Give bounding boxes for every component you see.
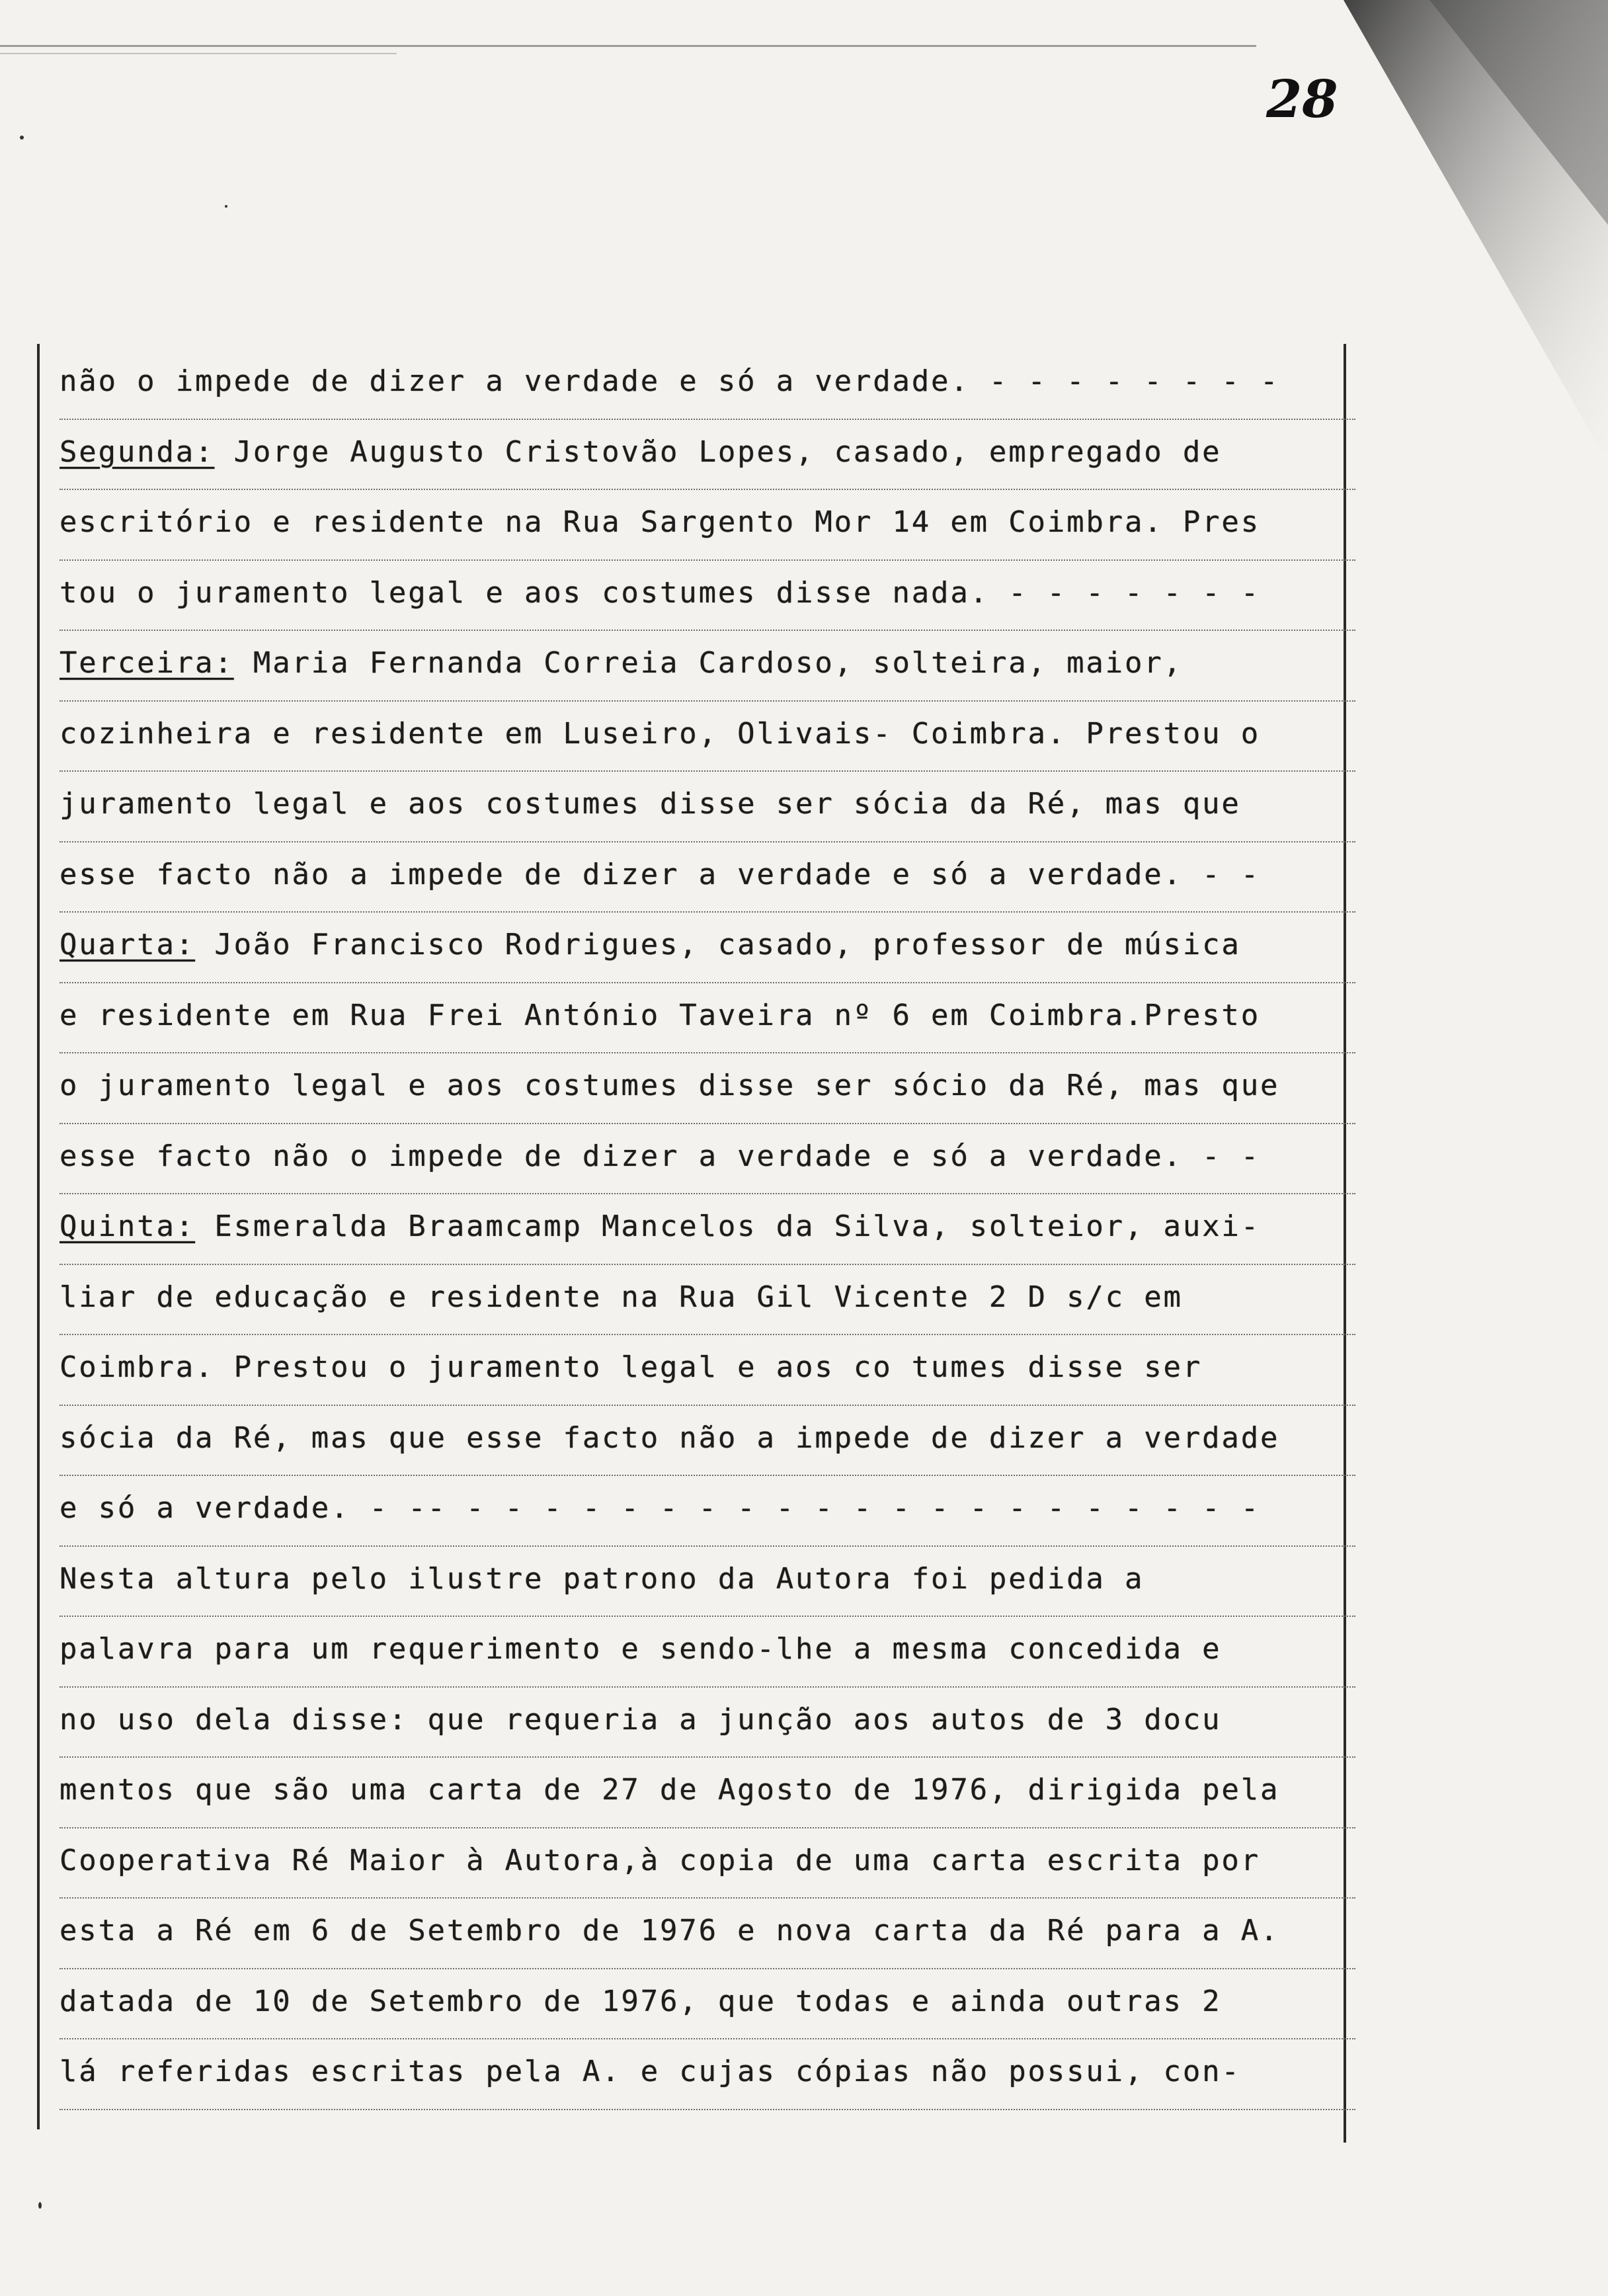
text-line: o juramento legal e aos costumes disse ser sócio da Ré, mas que	[60, 1053, 1355, 1124]
text-line: esse facto não a impede de dizer a verdade e só a verdade. - -	[60, 842, 1355, 913]
text-line: no uso dela disse: que requeria a junção aos autos de 3 docu	[60, 1688, 1355, 1758]
text-line: e só a verdade. - -- - - - - - - - - - - - - - - - - - - - - -	[60, 1476, 1355, 1547]
page-number: 28	[1266, 69, 1338, 130]
text-line: mentos que são uma carta de 27 de Agosto de 1976, dirigida pela	[60, 1758, 1355, 1828]
scan-speck	[38, 2202, 42, 2209]
top-rule	[0, 45, 1256, 47]
text-line: tou o juramento legal e aos costumes disse nada. - - - - - - -	[60, 561, 1355, 632]
text-line: Terceira: Maria Fernanda Correia Cardoso, solteira, maior,	[60, 631, 1355, 702]
text-line: sócia da Ré, mas que esse facto não a impede de dizer a verdade	[60, 1406, 1355, 1477]
text-line: Segunda: Jorge Augusto Cristovão Lopes, casado, empregado de	[60, 420, 1355, 491]
text-line: não o impede de dizer a verdade e só a verdade. - - - - - - - -	[60, 349, 1355, 420]
text-line: Quinta: Esmeralda Braamcamp Mancelos da Silva, solteior, auxi-	[60, 1194, 1355, 1265]
text-line: juramento legal e aos costumes disse ser sócia da Ré, mas que	[60, 772, 1355, 842]
typed-text-body	[60, 349, 1355, 2110]
text-line: liar de educação e residente na Rua Gil Vicente 2 D s/c em	[60, 1265, 1355, 1336]
text-line: palavra para um requerimento e sendo-lhe a mesma concedida e	[60, 1617, 1355, 1688]
text-line: Coimbra. Prestou o juramento legal e aos co tumes disse ser	[60, 1335, 1355, 1406]
top-rule-secondary	[0, 53, 397, 54]
left-margin-line	[37, 344, 40, 2129]
text-line: lá referidas escritas pela A. e cujas cópias não possui, con-	[60, 2039, 1355, 2110]
text-line: Nesta altura pelo ilustre patrono da Autora foi pedida a	[60, 1547, 1355, 1618]
text-line: cozinheira e residente em Luseiro, Olivais- Coimbra. Prestou o	[60, 702, 1355, 772]
scan-speck	[20, 136, 24, 140]
text-line: esse facto não o impede de dizer a verdade e só a verdade. - -	[60, 1124, 1355, 1195]
text-line: e residente em Rua Frei António Taveira nº 6 em Coimbra.Presto	[60, 983, 1355, 1054]
text-line: Quarta: João Francisco Rodrigues, casado, professor de música	[60, 913, 1355, 983]
text-line: datada de 10 de Setembro de 1976, que todas e ainda outras 2	[60, 1969, 1355, 2040]
text-line: esta a Ré em 6 de Setembro de 1976 e nova carta da Ré para a A.	[60, 1899, 1355, 1969]
text-line: Cooperativa Ré Maior à Autora,à copia de uma carta escrita por	[60, 1828, 1355, 1899]
scan-speck	[225, 205, 227, 208]
text-line: escritório e residente na Rua Sargento Mor 14 em Coimbra. Pres	[60, 490, 1355, 561]
